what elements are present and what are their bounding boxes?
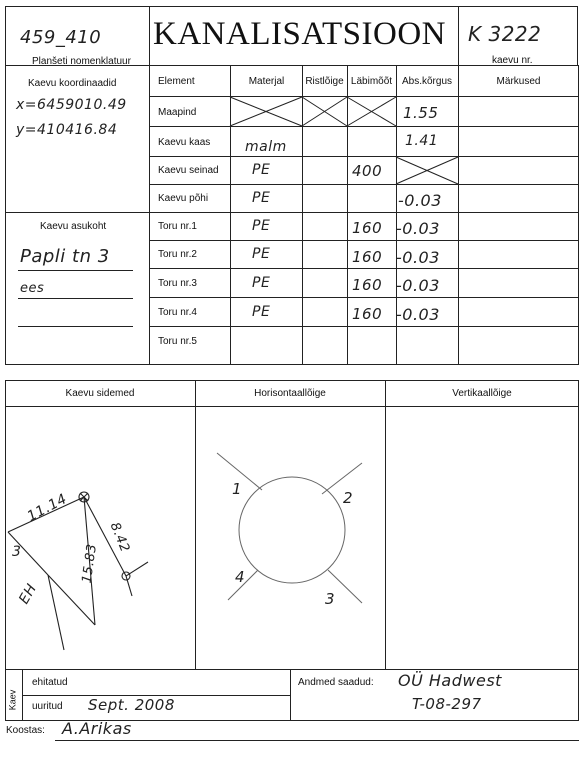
dist-c-label: 15.83 [79,542,101,585]
well-number-label: kaevu nr. [492,55,533,66]
footer-side-label: Kaev [7,689,18,711]
header-cross-section: Ristlõige [305,76,344,87]
header-material: Materjal [248,76,285,87]
coord-x: x=6459010.49 [16,97,127,113]
row-height-2: 1.41 [405,133,439,149]
header-notes: Märkused [496,76,541,87]
row-material-3: PE [252,162,271,178]
header-element: Element [158,76,195,87]
row-element-9: Toru nr.5 [158,336,197,347]
pipe-line-2 [322,463,362,494]
links-label: Kaevu sidemed [65,388,135,399]
dist-a-label: 11.14 [24,490,70,526]
pipe-label-2: 2 [343,489,354,507]
row-element-8: Toru nr.4 [158,307,197,318]
corner-label: EH [16,581,41,607]
row-height-1: 1.55 [403,104,439,122]
vertical-section-label: Vertikaallõige [452,388,512,399]
coords-label: Kaevu koordinaadid [28,78,117,89]
surveyed-value: Sept. 2008 [88,696,175,714]
row-element-2: Kaevu kaas [158,137,211,148]
coord-y: y=410416.84 [16,122,118,138]
row-diameter-3: 400 [352,162,383,180]
header-diameter: Läbimõõt [350,76,393,87]
footer-mid-divider [290,669,291,721]
row-diameter-7: 160 [352,276,383,294]
data-source-line2: T-08-297 [412,695,482,713]
horizontal-section-label: Horisontaallõige [254,388,326,399]
pipe-label-1: 1 [232,480,243,498]
data-source-line1: OÜ Hadwest [398,671,502,690]
map-number-value: 459_410 [20,27,102,48]
pipe-label-3: 3 [325,590,336,608]
pipe-label-4: 4 [235,568,246,586]
row-height-5: -0.03 [396,219,440,238]
row-material-8: PE [252,304,271,320]
row-material-4: PE [252,190,271,206]
row-height-4: -0.03 [398,191,442,210]
row-height-8: -0.03 [396,305,440,324]
side-label: 3 [12,544,22,560]
built-label: ehitatud [32,677,68,688]
row-element-5: Toru nr.1 [158,221,197,232]
row-element-7: Toru nr.3 [158,278,197,289]
row-diameter-5: 160 [352,219,383,237]
row-material-2: malm [245,139,287,155]
location-line2: ees [20,281,45,296]
row-element-1: Maapind [158,107,197,118]
dist-b-label: 8.42 [106,520,133,555]
row-height-7: -0.03 [396,276,440,295]
row-material-5: PE [252,218,271,234]
row-element-6: Toru nr.2 [158,249,197,260]
well-number-value: K 3222 [468,22,542,46]
compiled-value: A.Arikas [62,719,132,738]
row-material-7: PE [252,275,271,291]
row-element-3: Kaevu seinad [158,165,219,176]
compiled-label: Koostas: [6,725,45,736]
row-diameter-6: 160 [352,248,383,266]
row-element-4: Kaevu põhi [158,193,209,204]
location-label: Kaevu asukoht [40,221,107,232]
page-title: KANALISATSIOON [153,16,446,52]
compiled-underline [55,740,579,741]
manhole-circle [239,477,345,583]
location-line1: Papli tn 3 [20,246,110,267]
row-height-6: -0.03 [396,248,440,267]
row-diameter-8: 160 [352,305,383,323]
data-source-label: Andmed saadud: [298,677,374,688]
row-material-6: PE [252,246,271,262]
header-abs-height: Abs.kõrgus [401,76,453,87]
map-number-label: Planšeti nomenklatuur [32,56,131,67]
surveyed-label: uuritud [32,701,63,712]
